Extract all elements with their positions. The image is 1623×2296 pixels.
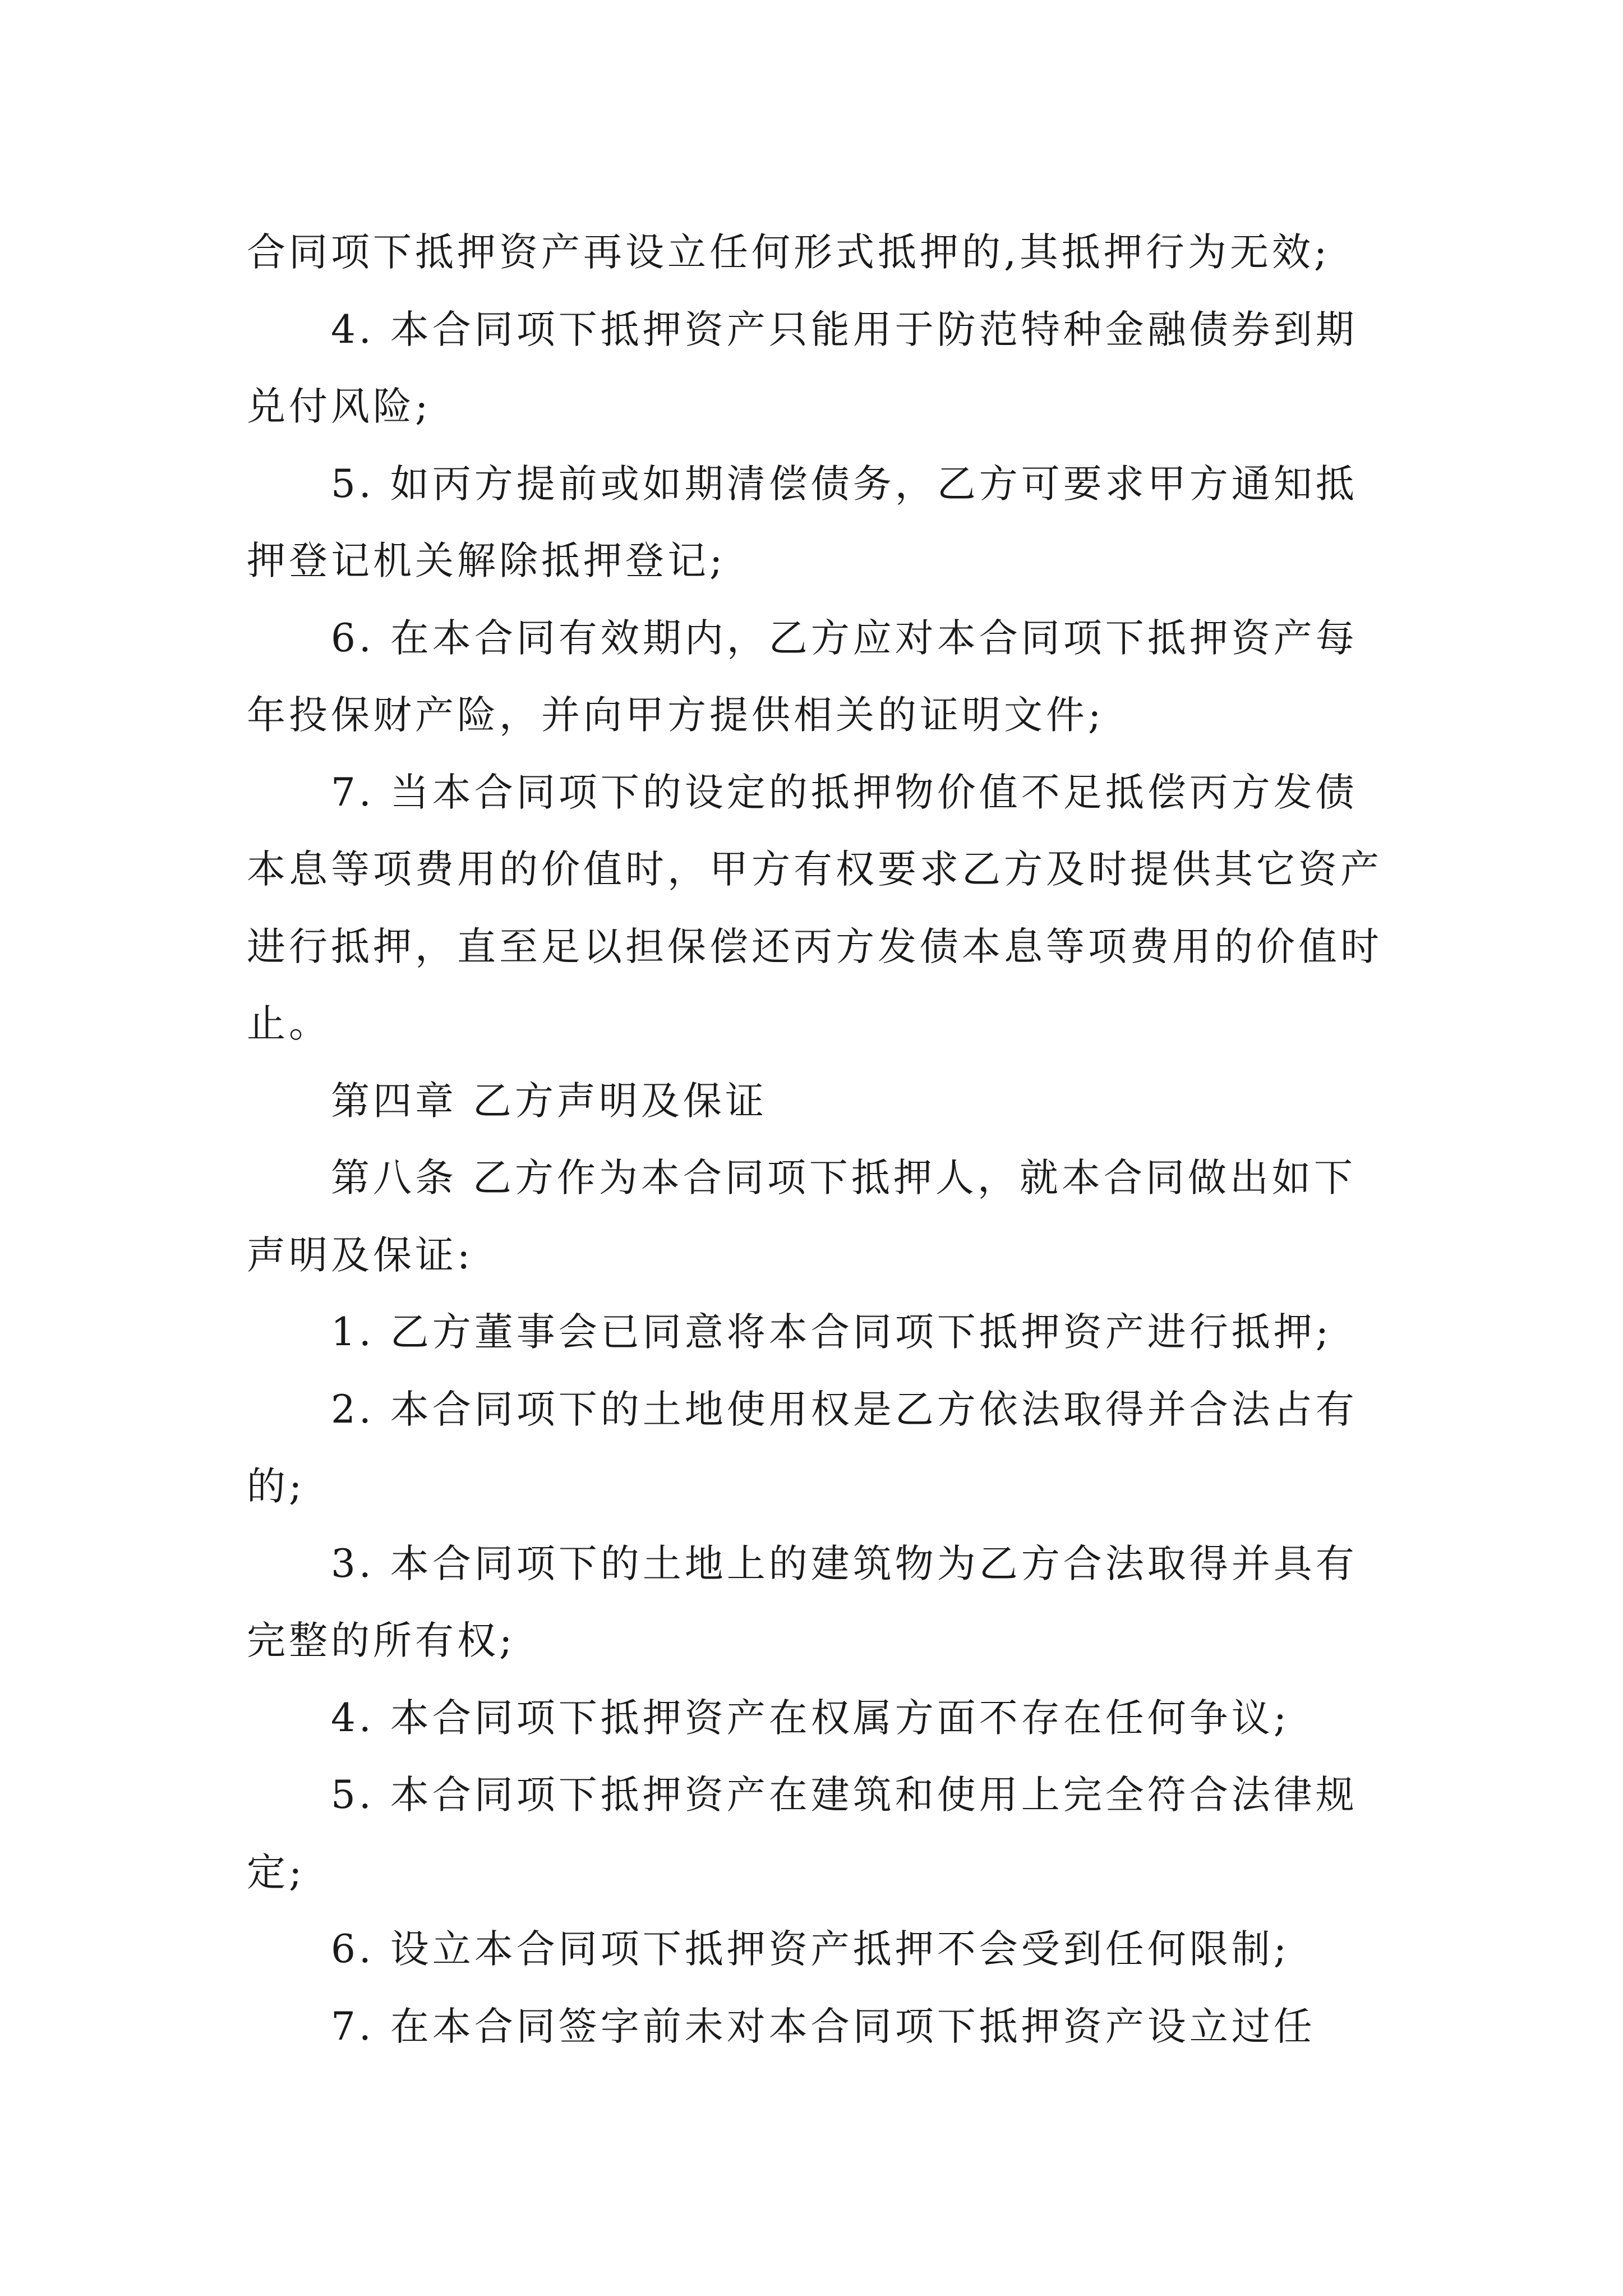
paragraph: 合同项下抵押资产再设立任何形式抵押的,其抵押行为无效; — [247, 230, 1331, 275]
paragraph: 7. 在本合同签字前未对本合同项下抵押资产设立过任 — [331, 2004, 1316, 2049]
paragraph: 4. 本合同项下抵押资产只能用于防范特种金融债券到期兑付风险; — [247, 307, 1358, 429]
chapter-heading: 第四章 乙方声明及保证 — [331, 1078, 767, 1124]
paragraph: 3. 本合同项下的土地上的建筑物为乙方合法取得并具有完整的所有权; — [247, 1541, 1358, 1663]
document-body — [247, 214, 1385, 2065]
paragraph: 5. 如丙方提前或如期清偿债务，乙方可要求甲方通知抵押登记机关解除抵押登记; — [247, 461, 1358, 583]
paragraph: 1. 乙方董事会已同意将本合同项下抵押资产进行抵押; — [331, 1310, 1332, 1355]
paragraph: 2. 本合同项下的土地使用权是乙方依法取得并合法占有的; — [247, 1387, 1358, 1509]
paragraph: 6. 在本合同有效期内，乙方应对本合同项下抵押资产每年投保财产险，并向甲方提供相关的证明文件; — [247, 615, 1358, 738]
paragraph: 4. 本合同项下抵押资产在权属方面不存在任何争议; — [331, 1695, 1290, 1741]
paragraph: 6. 设立本合同项下抵押资产抵押不会受到任何限制; — [331, 1927, 1290, 1972]
article-heading: 第八条 乙方作为本合同项下抵押人，就本合同做出如下声明及保证: — [247, 1156, 1356, 1278]
paragraph: 7. 当本合同项下的设定的抵押物价值不足抵偿丙方发债本息等项费用的价值时，甲方有权要求乙方及时提供其它资产进行抵押，直至足以担保偿还丙方发债本息等项费用的价值时止。 — [247, 770, 1382, 1046]
paragraph: 5. 本合同项下抵押资产在建筑和使用上完全符合法律规定; — [247, 1773, 1358, 1895]
